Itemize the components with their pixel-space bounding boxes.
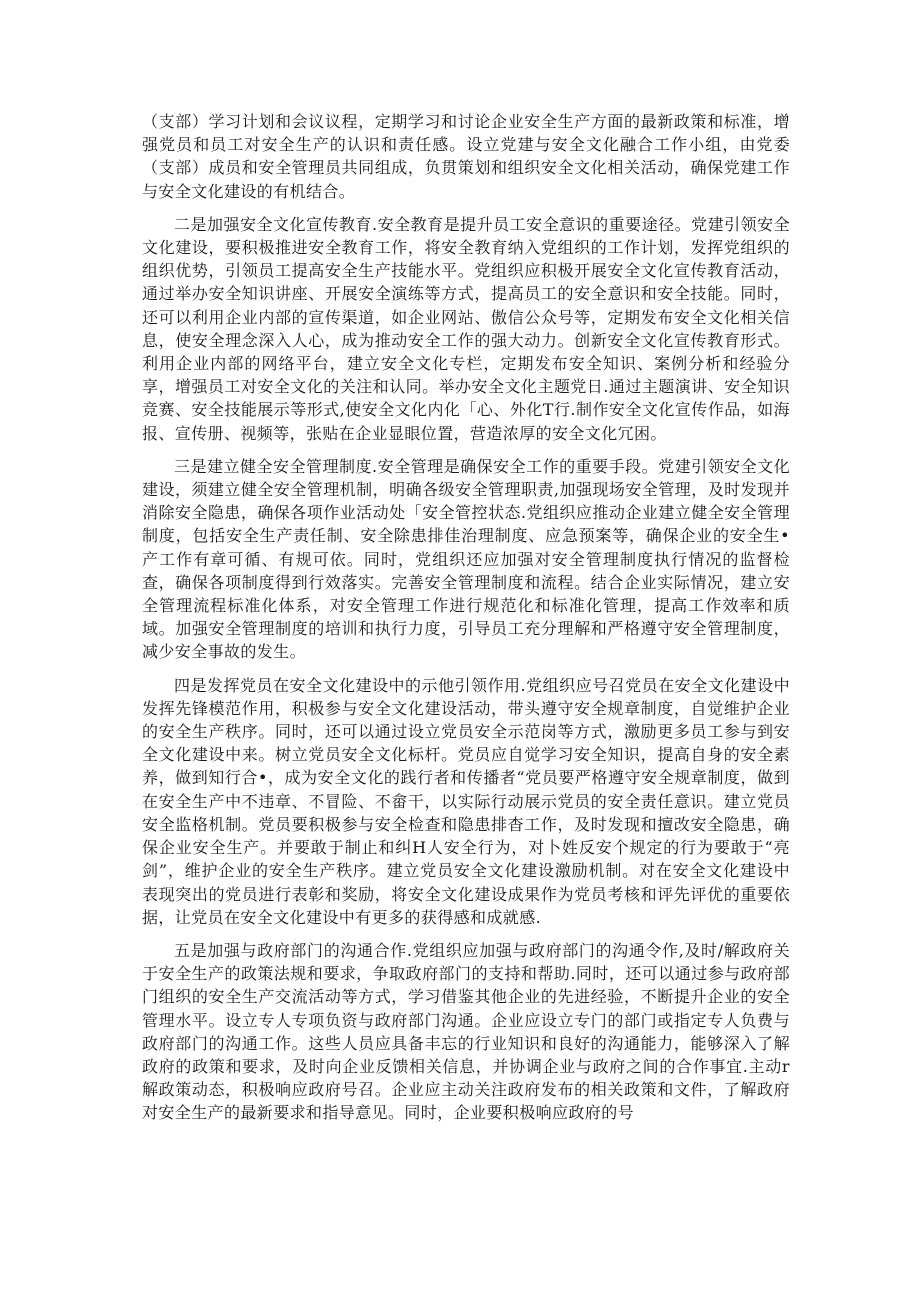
paragraph-safety-education: 二是加强安全文化宣传教育.安全教育是提升员工安全意识的重要途径。党建引领安全文化建设，要积极推进安全教育工作，将安全教育纳入党组织的工作计划，发挥党组织的组织优势，引领员工提高安全生产技能水平。党组织应积极开展安全文化宣传教育活动，通过举办安全知识讲座、开展安全演练等方式，提高员工的安全意识和安全技能。同时，还可以利用企业内部的宣传渠道，如企业网站、傲信公众号等，定期发布安全文化相关信息，使安全理念深入人心，成为推动安全工作的强大动力。创新安全文化宣传教育形式。利用企业内部的网络平台，建立安全文化专栏，定期发布安全知识、案例分析和经验分享，增强员工对安全文化的关注和认同。举办安全文化主题党日.通过主题演讲、安全知识竞赛、安全技能展示等形式,使安全文化内化「心、外化T行.制作安全文化宣传作品，如海报、宣传册、视频等，张贴在企业显眼位置，营造浓厚的安全文化冗困。 [142, 214, 790, 443]
paragraph-safety-management: 三是建立健全安全管理制度.安全管理是确保安全工作的重要手段。党建引领安全文化建设，须建立健全安全管理机制，明确各级安全管理职责,加强现场安全管理，及时发现并消除安全隐患，确保各项作业活动处「安全管控状态.党组织应推动企业建立健全安全管理制度，包括安全生产责任制、安全除患排佳治理制度、应急预案等，确保企业的安全生•产工作有章可循、有规可依。同时，党组织还应加强对安全管理制度执行情况的监督检查，确保各项制度得到行效落实。完善安全管理制度和流程。结合企业实际情况，建立安全管理流程标准化体系，对安全管理工作进行规范化和标准化管理，提高工作效率和质域。加强安全管理制度的培训和执行力度，引导员工充分理解和严格遵守安全管理制度，减少安全事故的发生。 [142, 456, 790, 662]
document-body [142, 110, 790, 1135]
paragraph-continuation: （支部）学习计划和会议议程，定期学习和讨论企业安全生产方面的最新政策和标准，增强党员和员工对安全生产的认识和责任感。设立党建与安全文化融合工作小组，由党委（支部）成员和安全管理员共同组成，负贯策划和组织安全文化相关活动，确保党建工作与安全文化建设的有机结合。 [142, 112, 790, 201]
paragraph-government-cooperation: 五是加强与政府部门的沟通合作.党组织应加强与政府部门的沟通令作,及时/解政府关于安全生产的政策法规和要求，争取政府部门的支持和帮助.同时，还可以通过参与政府部门组织的安全生产交流活动等方式，学习借鉴其他企业的先进经验，不断提升企业的安全管理水平。设立专人专项负资与政府部门沟通。企业应设立专门的部门或指定专人负费与政府部门的沟通工作。这些人员应具备丰忘的行业知识和良好的沟通能力，能够深入了解政府的政策和要求，及时向企业反馈相关信息，并协调企业与政府之间的合作事宜.主动r解政策动态，积极响应政府号召。企业应主动关注政府发布的相关政策和文件，了解政府对安全生产的最新要求和指导意见。同时，企业要积极响应政府的号 [142, 940, 790, 1123]
paragraph-party-member-role: 四是发挥党员在安全文化建设中的示他引领作用.党组织应号召党员在安全文化建设中发挥先锋模范作用，积极参与安全文化建设活动，带头遵守安全规章制度，自觉维护企业的安全生产秩序。同时，还可以通过设立党员安全示范岗等方式，激励更多员工参与到安全文化建设中来。树立党员安全文化标杆。党员应自觉学习安全知识，提高自身的安全素养，做到知行合•，成为安全文化的践行者和传播者“党员要严格遵守安全规章制度，做到在安全生产中不违章、不冒险、不畲干，以实际行动展示党员的安全责任意识。建立党员安全监格机制。党员要积极参与安全检查和隐患排杳工作，及时发现和擅改安全隐患，确保企业安全生产。并要敢于制止和纠H人安全行为，对卜姓反安个规定的行为要敢于“亮剑”，维护企业的安全生产秩序。建立党员安全文化建设激励机制。对在安全文化建设中表现突出的党员进行表彰和奖励，将安全文化建设成果作为党员考核和评先评优的重要依据，让党员在安全文化建设中有更多的获得感和成就感. [142, 675, 790, 927]
